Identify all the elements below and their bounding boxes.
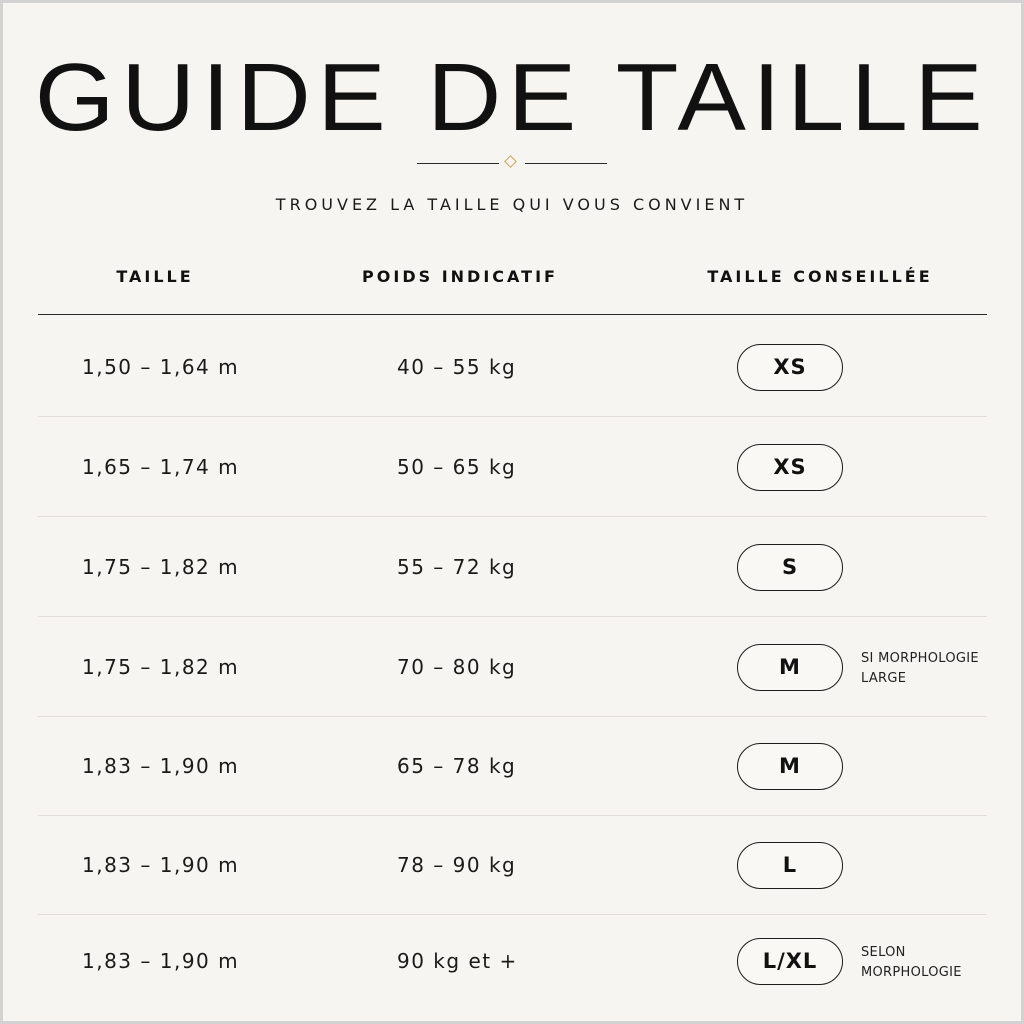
weight-cell: 55 – 72 kg (397, 555, 517, 579)
height-cell: 1,83 – 1,90 m (82, 853, 240, 877)
column-header-poids: POIDS INDICATIF (362, 267, 558, 286)
weight-cell: 65 – 78 kg (397, 754, 517, 778)
size-badge: XS (737, 444, 843, 491)
weight-cell: 78 – 90 kg (397, 853, 517, 877)
table-row (38, 716, 987, 816)
height-cell: 1,75 – 1,82 m (82, 555, 240, 579)
size-note: SELON MORPHOLOGIE (861, 945, 962, 980)
column-header-taille-conseillee: TAILLE CONSEILLÉE (707, 267, 933, 286)
table-row (38, 417, 987, 517)
table-row (38, 617, 987, 717)
size-badge: S (737, 544, 843, 591)
page-subtitle: TROUVEZ LA TAILLE QUI VOUS CONVIENT (275, 195, 749, 214)
table-row (38, 517, 987, 617)
title-divider-left (417, 163, 499, 164)
size-badge: L (737, 842, 843, 889)
height-cell: 1,75 – 1,82 m (82, 655, 240, 679)
weight-cell: 70 – 80 kg (397, 655, 517, 679)
weight-cell: 50 – 65 kg (397, 455, 517, 479)
height-cell: 1,83 – 1,90 m (82, 949, 240, 973)
height-cell: 1,50 – 1,64 m (82, 355, 240, 379)
height-cell: 1,65 – 1,74 m (82, 455, 240, 479)
size-badge: M (737, 743, 843, 790)
size-badge: M (737, 644, 843, 691)
size-badge: L/XL (737, 938, 843, 985)
table-row (38, 911, 987, 1011)
weight-cell: 90 kg et + (397, 949, 518, 973)
table-row (38, 815, 987, 915)
column-header-taille: TAILLE (116, 267, 194, 286)
table-row (38, 317, 987, 417)
size-badge: XS (737, 344, 843, 391)
title-divider-right (525, 163, 607, 164)
weight-cell: 40 – 55 kg (397, 355, 517, 379)
page-title: GUIDE DE TAILLE (34, 44, 990, 151)
height-cell: 1,83 – 1,90 m (82, 754, 240, 778)
size-note: SI MORPHOLOGIE LARGE (861, 651, 979, 686)
header-divider (38, 314, 987, 315)
